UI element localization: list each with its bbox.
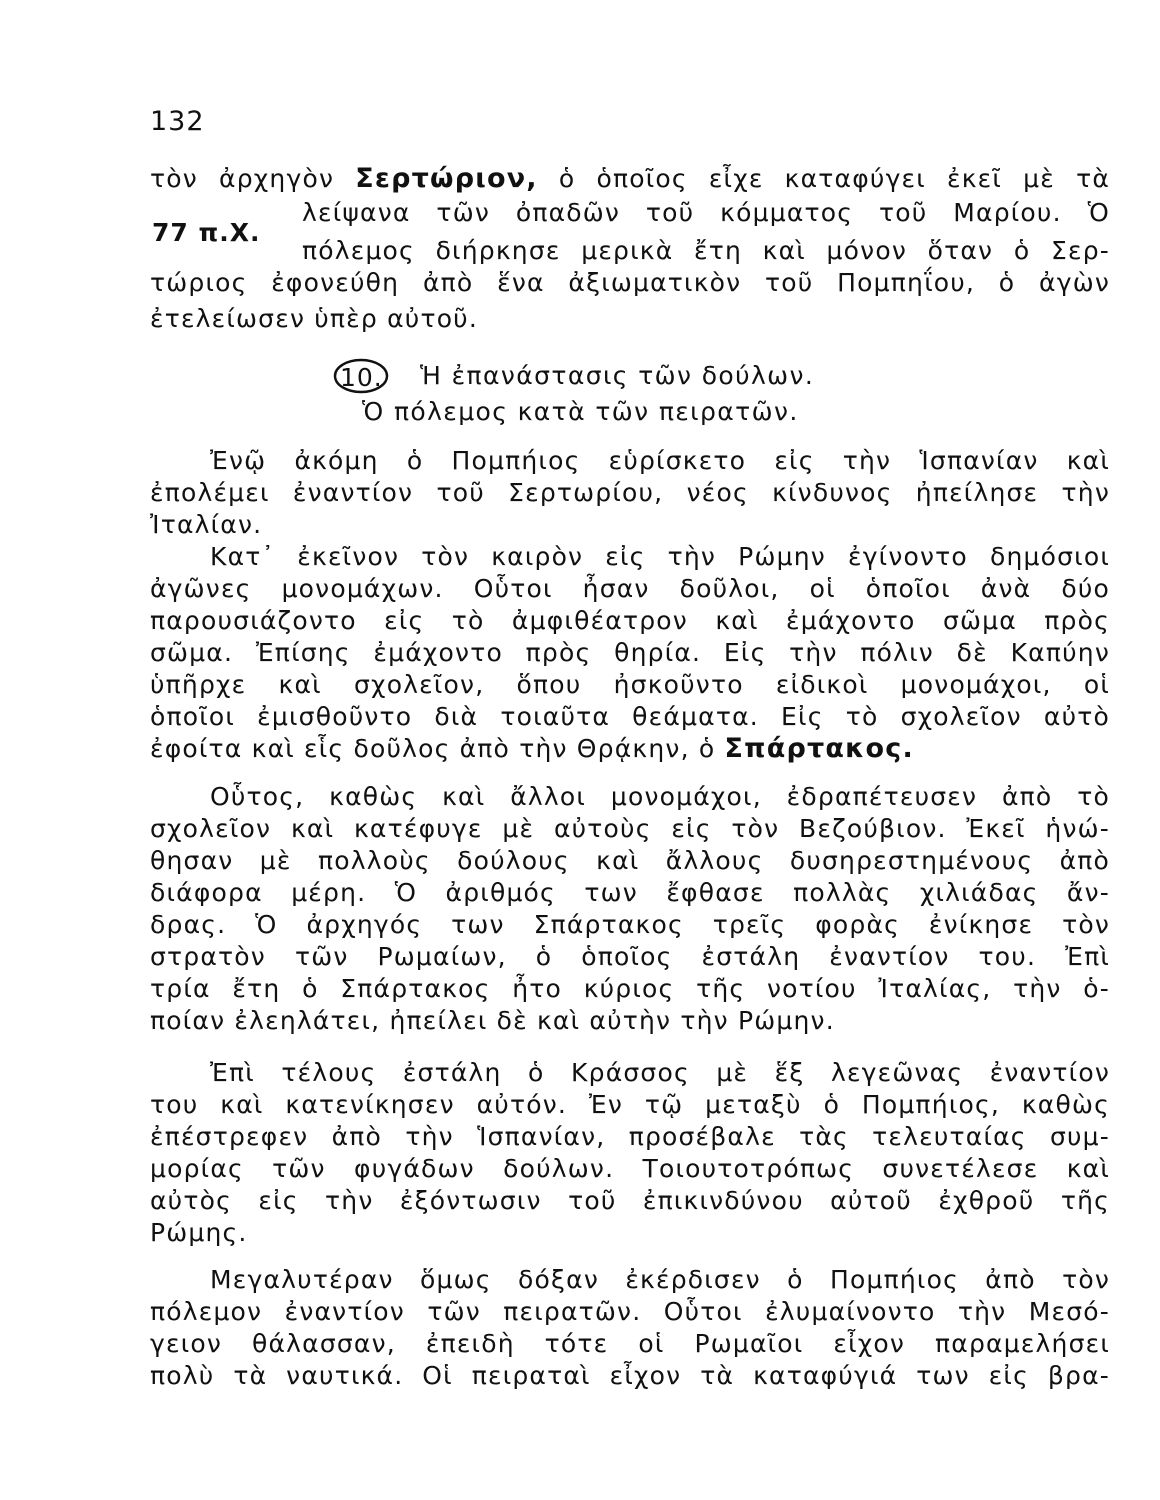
paragraph-5 — [150, 1264, 1110, 1392]
p4-line-4: μορίας τῶν φυγάδων δούλων. Τοιουτοτρόπως συνετέλεσε καὶ — [150, 1154, 1110, 1183]
paragraph-1 — [150, 445, 1110, 541]
p2-line-5: ὑπῆρχε καὶ σχολεῖον, ὅπου ἠσκοῦντο εἰδικοὶ μονομάχοι, οἱ — [150, 670, 1110, 699]
p3-line-1: Οὗτος, καθὼς καὶ ἄλλοι μονομάχοι, ἐδραπέτευσεν ἀπὸ τὸ — [210, 782, 1110, 811]
p2-line-4: σῶμα. Ἐπίσης ἐμάχοντο πρὸς θηρία. Εἰς τὴν πόλιν δὲ Καπύην — [150, 638, 1110, 667]
p1-line-1: Ἐνῷ ἀκόμη ὁ Πομπήιος εὑρίσκετο εἰς τὴν Ἱσπανίαν καὶ — [210, 446, 1110, 475]
intro-line-4: τώριος ἐφονεύθη ἀπὸ ἕνα ἀξιωματικὸν τοῦ Πομπηΐου, ὁ ἀγὼν — [150, 268, 1110, 297]
p4-line-5: αὐτὸς εἰς τὴν ἐξόντωσιν τοῦ ἐπικινδύνου αὐτοῦ ἐχθροῦ τῆς — [150, 1186, 1110, 1215]
p3-line-2: σχολεῖον καὶ κατέφυγε μὲ αὐτοὺς εἰς τὸν Βεζούβιον. Ἐκεῖ ἡνώ- — [150, 814, 1110, 843]
p2-line-6: ὁποῖοι ἐμισθοῦντο διὰ τοιαῦτα θεάματα. Εἰς τὸ σχολεῖον αὐτὸ — [150, 702, 1110, 731]
intro-tail-lines — [150, 267, 1110, 335]
p3-line-6: στρατὸν τῶν Ρωμαίων, ὁ ὁποῖος ἐστάλη ἐναντίον του. Ἐπὶ — [150, 942, 1110, 971]
section-number: 10. — [340, 363, 383, 392]
p5-line-4: πολὺ τὰ ναυτικά. Οἱ πειραταὶ εἶχον τὰ καταφύγιά των εἰς βρα- — [150, 1361, 1110, 1390]
p4-line-6: Ρώμης. — [150, 1218, 248, 1247]
intro-line-1: τὸν ἀρχηγὸν Σερτώριον, ὁ ὁποῖος εἶχε καταφύγει ἐκεῖ μὲ τὰ — [150, 163, 1111, 194]
name-sertorius: Σερτώριον, — [355, 163, 538, 194]
p2-line-7: ἐφοίτα καὶ εἷς δοῦλος ἀπὸ τὴν Θρᾴκην, ὁ Σπάρτακος. — [150, 733, 914, 764]
p4-line-3: ἐπέστρεφεν ἀπὸ τὴν Ἱσπανίαν, προσέβαλε τὰς τελευταίας συμ- — [150, 1122, 1110, 1151]
p5-line-2: πόλεμον ἐναντίον τῶν πειρατῶν. Οὗτοι ἐλυμαίνοντο τὴν Μεσό- — [150, 1297, 1110, 1326]
p2-line-1: Κατ᾽ ἐκεῖνον τὸν καιρὸν εἰς τὴν Ρώμην ἐγίνοντο δημόσιοι — [210, 542, 1110, 571]
p4-line-1: Ἐπὶ τέλους ἐστάλη ὁ Κράσσος μὲ ἕξ λεγεῶνας ἐναντίον — [210, 1058, 1110, 1087]
p3-line-8: ποίαν ἐλεηλάτει, ἠπείλει δὲ καὶ αὐτὴν τὴν Ρώμην. — [150, 1006, 835, 1035]
intro-line-5: ἐτελείωσεν ὑπὲρ αὐτοῦ. — [150, 304, 478, 333]
section-heading-line-2: Ὁ πόλεμος κατὰ τῶν πειρατῶν. — [362, 397, 799, 426]
paragraph-2 — [150, 541, 1110, 765]
p5-line-1: Μεγαλυτέραν ὅμως δόξαν ἐκέρδισεν ὁ Πομπήιος ἀπὸ τὸν — [210, 1265, 1110, 1294]
paragraph-3 — [150, 781, 1110, 1037]
intro-indented-lines — [302, 197, 1110, 267]
intro-line-2: λείψανα τῶν ὀπαδῶν τοῦ κόμματος τοῦ Μαρίου. Ὁ — [302, 198, 1110, 227]
section-heading-line-1: Ἡ ἐπανάστασις τῶν δούλων. — [420, 361, 815, 390]
intro-first-line — [150, 163, 1110, 195]
p1-line-2: ἐπολέμει ἐναντίον τοῦ Σερτωρίου, νέος κίνδυνος ἠπείλησε τὴν — [150, 478, 1110, 507]
p1-line-3: Ἰταλίαν. — [150, 510, 263, 539]
page-number: 132 — [150, 106, 205, 137]
paragraph-4 — [150, 1057, 1110, 1249]
p3-line-4: διάφορα μέρη. Ὁ ἀριθμός των ἔφθασε πολλὰς χιλιάδας ἄν- — [150, 878, 1110, 907]
intro-line-3: πόλεμος διήρκησε μερικὰ ἔτη καὶ μόνον ὅταν ὁ Σερ- — [302, 236, 1110, 265]
p5-line-3: γειον θάλασσαν, ἐπειδὴ τότε οἱ Ρωμαῖοι εἶχον παραμελήσει — [150, 1329, 1110, 1358]
name-spartacus: Σπάρτακος. — [724, 733, 914, 764]
p3-line-7: τρία ἔτη ὁ Σπάρτακος ἦτο κύριος τῆς νοτίου Ἰταλίας, τὴν ὁ- — [150, 974, 1110, 1003]
p2-line-3: παρουσιάζοντο εἰς τὸ ἀμφιθέατρον καὶ ἐμάχοντο σῶμα πρὸς — [150, 606, 1110, 635]
p3-line-3: θησαν μὲ πολλοὺς δούλους καὶ ἄλλους δυσηρεστημένους ἀπὸ — [150, 846, 1110, 875]
margin-date-note: 77 π.Χ. — [152, 218, 261, 247]
p4-line-2: του καὶ κατενίκησεν αὐτόν. Ἐν τῷ μεταξὺ ὁ Πομπήιος, καθὼς — [150, 1090, 1110, 1119]
p3-line-5: δρας. Ὁ ἀρχηγός των Σπάρτακος τρεῖς φορὰς ἐνίκησε τὸν — [150, 910, 1110, 939]
p2-line-2: ἀγῶνες μονομάχων. Οὗτοι ἦσαν δοῦλοι, οἱ ὁποῖοι ἀνὰ δύο — [150, 574, 1110, 603]
